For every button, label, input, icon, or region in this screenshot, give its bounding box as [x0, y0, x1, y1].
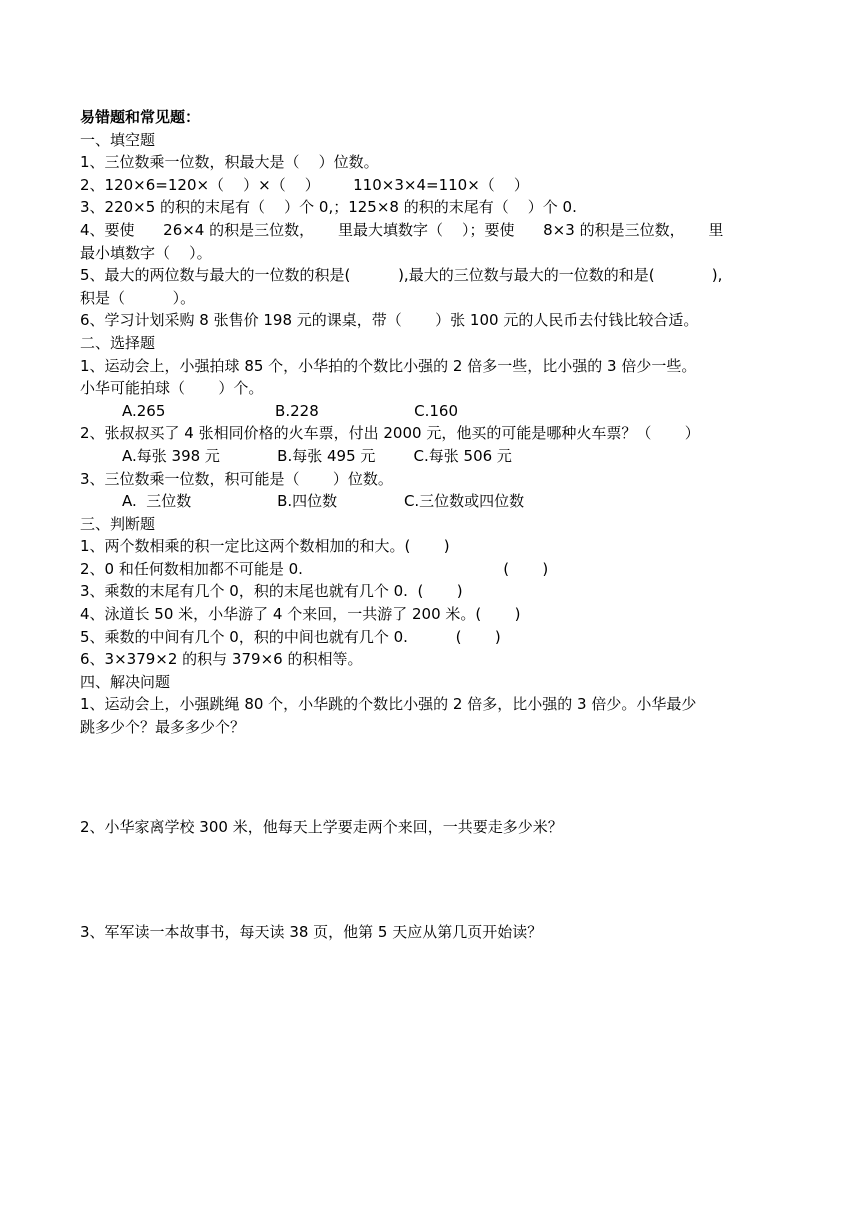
fill-question-3: 3、220×5 的积的末尾有（ ）个 0,；125×8 的积的末尾有（ ）个 0. [80, 198, 577, 217]
fill-question-2: 2、120×6=120×（ ）×（ ） 110×3×4=110×（ ） [80, 175, 529, 194]
fill-question-5-line-2: 积是（ ）。 [80, 288, 196, 307]
choice-question-2-options: A.每张 398 元 B.每张 495 元 C.每张 506 元 [122, 446, 512, 465]
fill-question-4-line-2: 最小填数字（ ）。 [80, 243, 212, 262]
judge-question-2: 2、0 和任何数相加都不可能是 0. ( ) [80, 559, 549, 578]
choice-question-1-line-1: 1、运动会上，小强拍球 85 个，小华拍的个数比小强的 2 倍多一些，比小强的 3 倍少一些。 [80, 356, 697, 375]
solve-question-3: 3、军军读一本故事书，每天读 38 页，他第 5 天应从第几页开始读？ [80, 923, 543, 942]
choice-question-2: 2、张叔叔买了 4 张相同价格的火车票，付出 2000 元，他买的可能是哪种火车票？（ ） [80, 424, 700, 443]
solve-question-1-line-2: 跳多少个？最多多少个？ [80, 718, 246, 737]
fill-question-5-line-1: 5、最大的两位数与最大的一位数的积是( ),最大的三位数与最大的一位数的和是( ), [80, 266, 723, 285]
fill-question-4-line-1: 4、要使 26×4 的积是三位数， 里最大填数字（ ）；要使 8×3 的积是三位数， 里 [80, 220, 724, 239]
section-heading-choice: 二、选择题 [80, 333, 156, 352]
worksheet-title: 易错题和常见题： [80, 108, 201, 126]
choice-question-1-line-2: 小华可能拍球（ ）个。 [80, 379, 264, 398]
section-heading-solve: 四、解决问题 [80, 672, 171, 691]
choice-question-3-options: A. 三位数 B.四位数 C.三位数或四位数 [122, 492, 525, 511]
worksheet [80, 106, 790, 944]
choice-question-1-options: A.265 B.228 C.160 [122, 401, 458, 420]
judge-question-6: 6、3×379×2 的积与 379×6 的积相等。 [80, 650, 363, 669]
answer-space-1 [80, 739, 790, 816]
fill-question-6: 6、学习计划采购 8 张售价 198 元的课桌，带（ ）张 100 元的人民币去付钱比较合适。 [80, 311, 699, 330]
judge-question-5: 5、乘数的中间有几个 0，积的中间也就有几个 0. ( ) [80, 627, 501, 646]
section-heading-fill: 一、填空题 [80, 130, 156, 149]
judge-question-1: 1、两个数相乘的积一定比这两个数相加的和大。( ) [80, 537, 450, 556]
judge-question-4: 4、泳道长 50 米，小华游了 4 个来回，一共游了 200 米。( ) [80, 605, 521, 624]
judge-question-3: 3、乘数的末尾有几个 0，积的末尾也就有几个 0. ( ) [80, 582, 463, 601]
solve-question-1-line-1: 1、运动会上，小强跳绳 80 个，小华跳的个数比小强的 2 倍多，比小强的 3 倍少。小华最少 [80, 695, 697, 714]
solve-question-2: 2、小华家离学校 300 米，他每天上学要走两个来回，一共要走多少米？ [80, 817, 563, 836]
answer-space-2 [80, 838, 790, 921]
section-heading-judge: 三、判断题 [80, 514, 156, 533]
choice-question-3: 3、三位数乘一位数，积可能是（ ）位数。 [80, 469, 393, 488]
fill-question-1: 1、三位数乘一位数，积最大是（ ）位数。 [80, 153, 379, 172]
